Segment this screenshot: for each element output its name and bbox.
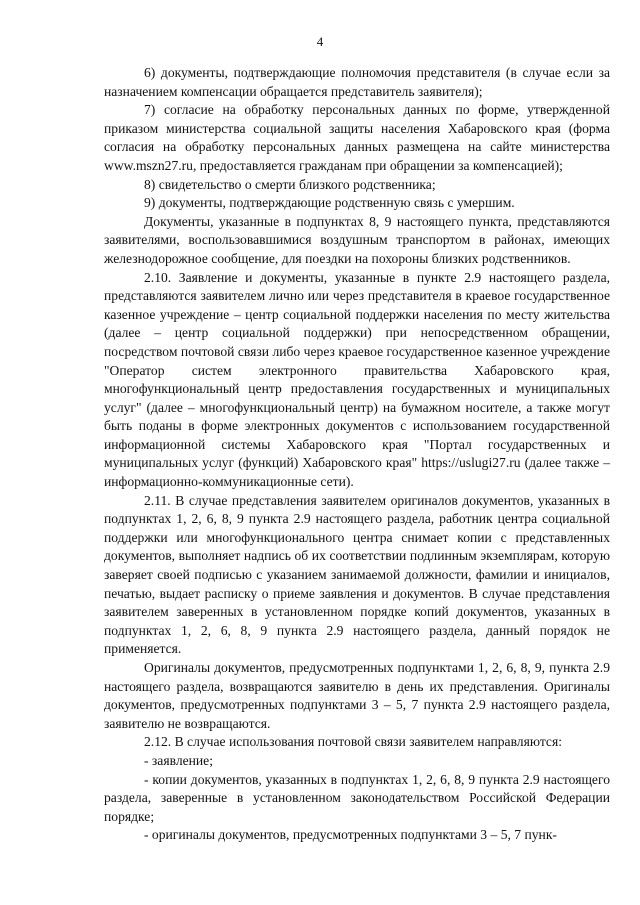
paragraph-section-2-10: 2.10. Заявление и документы, указанные в пункте 2.9 настоящего раздела, представляются заявителем лично или через представителя в краевое государственное казенное учреждение – центр социальной поддержки населения по месту жительства (далее – центр социальной поддержки) при непосредственном обращении, посредством почтовой связи либо через краевое государственное казенное учреждение "Оператор систем электронного правительства Хабаровского края, многофункциональный центр предоставления государственных и муниципальных услуг" (далее – многофункциональный центр) на бумажном носителе, а также могут быть поданы в форме электронных документов с использованием государственной информационной системы Хабаровского края "Портал государственных и муниципальных услуг (функций) Хабаровского края" https://uslugi27.ru (далее также – информационно-коммуникационные сети). (104, 269, 610, 490)
paragraph-originals-return: Оригиналы документов, предусмотренных подпунктами 1, 2, 6, 8, 9, пункта 2.9 настоящего раздела, возвращаются заявителю в день их представления. Оригиналы документов, предусмотренных подпунктами 3 – 5, 7 пункта 2.9 настоящего раздела, заявителю не возвращаются. (104, 660, 610, 731)
paragraph-item-6-representative-docs: 6) документы, подтверждающие полномочия представителя (в случае если за назначением компенсации обращается представитель заявителя); (104, 65, 610, 99)
paragraph-item-7-personal-data-consent: 7) согласие на обработку персональных данных по форме, утвержденной приказом министерства социальной защиты населения Хабаровского края (форма согласия на обработку персональных данных размещена на сайте министерства www.mszn27.ru, предоставляется гражданам при обращении за компенсацией); (104, 102, 610, 173)
paragraph-section-2-12: 2.12. В случае использования почтовой связи заявителем направляются: (144, 734, 562, 750)
list-item-certified-copies: - копии документов, указанных в подпунктах 1, 2, 6, 8, 9 пункта 2.9 настоящего раздела, заверенные в установленном законодательством Российской Федерации порядке; (104, 771, 610, 824)
list-item-originals: - оригиналы документов, предусмотренных подпунктами 3 – 5, 7 пунк- (144, 827, 557, 843)
page-number: 4 (316, 34, 324, 49)
paragraph-item-9-kinship-docs: 9) документы, подтверждающие родственную связь с умершим. (144, 195, 515, 211)
document-body (104, 64, 610, 845)
paragraph-air-transport-note: Документы, указанные в подпунктах 8, 9 настоящего пункта, представляются заявителями, воспользовавшимися воздушным транспортом в районах, имеющих железнодорожное сообщение, для поездки на похороны близких родственников. (104, 213, 610, 266)
paragraph-section-2-11: 2.11. В случае представления заявителем оригиналов документов, указанных в подпунктах 1, 2, 6, 8, 9 пункта 2.9 настоящего раздела, работник центра социальной поддержки или многофункционального центра снимает копии с представленных документов, выполняет надпись об их соответствии подлинным экземплярам, которую заверяет своей подписью с указанием занимаемой должности, фамилии и инициалов, печатью, выдает расписку о приеме заявления и документов. В случае представления заявителем заверенных в установленном порядке копий документов, указанных в подпунктах 1, 2, 6, 8, 9 пункта 2.9 настоящего раздела, данный порядок не применяется. (104, 492, 610, 657)
list-item-application: - заявление; (144, 752, 213, 768)
paragraph-item-8-death-certificate: 8) свидетельство о смерти близкого родственника; (144, 176, 436, 192)
